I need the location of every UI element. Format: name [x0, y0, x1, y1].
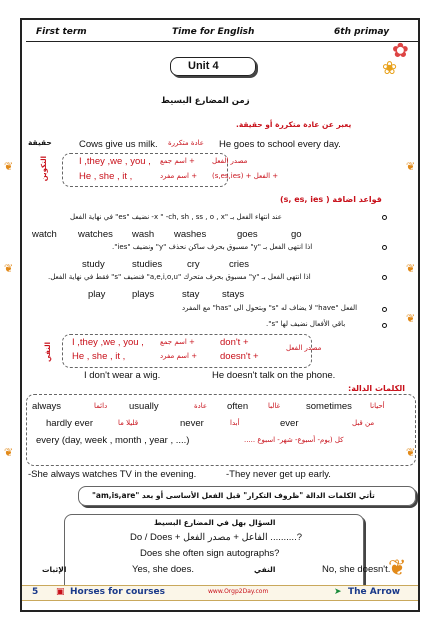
rule2-word: cry	[187, 259, 200, 270]
neg-row1-subjects: I ,they ,we , you ,	[72, 337, 144, 348]
butterfly-icon: ❦	[4, 446, 14, 459]
affirm-row1-tail: مصدر الفعل	[212, 157, 248, 165]
bullet-icon	[382, 323, 387, 328]
affirm-row2-tail: + الفعل + (s,es,ies)	[212, 172, 279, 180]
affirm-row2-subjects: He , she , it ,	[79, 171, 133, 182]
rule1-word: goes	[237, 229, 258, 240]
lesson-title: زمن المضارع البسيط	[161, 96, 250, 106]
question-form: Do / Does + الفاعل + مصدر الفعل ..........?	[130, 532, 302, 543]
answer-no: No, she doesn't.	[322, 564, 391, 575]
answer-no-label: النفي	[254, 565, 276, 574]
header-term: First term	[36, 27, 87, 37]
freq-always-ar: دائما	[94, 402, 108, 410]
rule2-word: study	[82, 259, 105, 270]
freq-usually: usually	[129, 401, 159, 412]
fact-label: حقيقة	[28, 138, 52, 147]
book-icon: ▣	[56, 587, 65, 597]
rule3-word: play	[88, 289, 106, 300]
neg-row2-aux: doesn't +	[220, 351, 259, 362]
butterfly-icon: ❦	[388, 556, 407, 581]
rule2-word: cries	[229, 259, 250, 270]
rule1-word: go	[291, 229, 302, 240]
affirm-row2-ar: + اسم مفرد	[160, 172, 198, 180]
rule1-word: wash	[132, 229, 155, 240]
freq-example-1: -She always watches TV in the evening.	[28, 469, 197, 480]
butterfly-icon: ❦	[406, 160, 416, 173]
butterfly-icon: ❦	[4, 160, 14, 173]
footer-left: Horses for courses	[70, 587, 165, 597]
question-title: السؤال بهل في المضارع البسيط	[154, 518, 276, 527]
butterfly-icon: ❦	[406, 446, 416, 459]
neg-label: النفي	[44, 342, 52, 363]
neg-row1-ar: + اسم جمع	[160, 338, 195, 346]
header-rule	[26, 41, 418, 42]
arrow-icon: ➤	[334, 587, 342, 597]
freq-sometimes-ar: أحيانا	[370, 402, 385, 410]
example-habit: He goes to school every day.	[219, 139, 341, 150]
butterfly-icon: ❦	[406, 262, 416, 275]
neg-row2-subjects: He , she , it ,	[72, 351, 126, 362]
rule3-word: stays	[222, 289, 245, 300]
affirm-row1-subjects: I ,they ,we , you ,	[79, 156, 151, 167]
unit-title: Unit 4	[188, 60, 219, 72]
bullet-icon	[382, 307, 387, 312]
rule1-word: washes	[174, 229, 207, 240]
footer-site: www.Orgp2Day.com	[208, 588, 269, 595]
bullet-icon	[382, 245, 387, 250]
freq-often-ar: غالبا	[268, 402, 281, 410]
rule3-word: plays	[132, 289, 155, 300]
butterfly-icon: ❦	[4, 262, 14, 275]
freq-hardly-ar: قليلا ما	[118, 419, 139, 427]
freq-ever: ever	[280, 418, 299, 429]
sun-flower-icon: ❀	[382, 58, 398, 79]
freq-every-ar: كل (يوم- أسبوع- شهر- اسبوع .....	[244, 436, 344, 444]
freq-sometimes: sometimes	[306, 401, 352, 412]
freq-every: every (day, week , month , year , ....)	[36, 435, 190, 446]
rule1-word: watch	[32, 229, 57, 240]
bullet-icon	[382, 215, 387, 220]
butterfly-icon: ❦	[406, 312, 416, 325]
freq-never-ar: أبدا	[230, 419, 240, 427]
rule-5: باقي الأفعال نضيف لها "s".	[266, 320, 346, 328]
affirm-label: التكوين	[40, 156, 48, 182]
freq-always: always	[32, 401, 62, 412]
bullet-icon	[382, 275, 387, 280]
freq-never: never	[180, 418, 204, 429]
keywords-title: الكلمات الدالة:	[348, 384, 406, 393]
answer-yes-label: الإثبات	[42, 565, 67, 574]
affirm-row1-ar: + اسم جمع	[160, 157, 195, 165]
rules-title: قواعد اضافة ( s, es, ies)	[280, 195, 382, 204]
header-title: Time for English	[172, 27, 255, 37]
freq-example-2: -They never get up early.	[226, 469, 331, 480]
rule-2: اذا انتهى الفعل بـ "y" مسبوق بحرف ساكن نحذف "y" ونضيف "ies".	[112, 243, 313, 251]
keywords-box	[26, 394, 416, 466]
rule-4: الفعل "have" لا يضاف له "s" وبتحول الى "has" مع المفرد	[182, 304, 358, 312]
neg-tail: مصدر الفعل	[286, 344, 322, 352]
neg-row2-ar: + اسم مفرد	[160, 352, 198, 360]
position-note: تأتي الكلمات الدالة "ظروف التكرار" قبل الفعل الأساسى أو بعد "am,is,are"	[92, 491, 375, 500]
rule2-word: studies	[132, 259, 163, 270]
example-fact: Cows give us milk.	[79, 139, 158, 150]
freq-ever-ar: من قبل	[352, 419, 375, 427]
flower-icon: ✿	[392, 38, 409, 62]
habit-label: عادة متكررة	[168, 139, 204, 147]
rule-1: عند انتهاء الفعل بـ "x " -ch, sh , ss , o , x- نضيف "es" في نهاية الفعل	[70, 213, 282, 221]
freq-hardly: hardly ever	[46, 418, 93, 429]
page-number: 5	[32, 587, 39, 597]
footer-right: The Arrow	[348, 587, 401, 597]
freq-often: often	[227, 401, 249, 412]
neg-example-2: He doesn't talk on the phone.	[212, 370, 336, 381]
header-grade: 6th primay	[334, 27, 390, 37]
freq-usually-ar: عادة	[194, 402, 208, 410]
worksheet-page	[20, 18, 420, 612]
rule3-word: stay	[182, 289, 200, 300]
intro-note: يعبر عن عادة متكررة أو حقيقة.	[236, 120, 352, 129]
neg-example-1: I don't wear a wig.	[84, 370, 161, 381]
neg-row1-aux: don't +	[220, 337, 249, 348]
rule1-word: watches	[78, 229, 113, 240]
answer-yes: Yes, she does.	[132, 564, 194, 575]
question-example: Does she often sign autographs?	[140, 548, 280, 559]
rule-3: اذا انتهى الفعل بـ "y" مسبوق بحرف متحرك "a,e,i,o,u" فنضيف "s" فقط في نهاية الفعل.	[48, 273, 311, 281]
